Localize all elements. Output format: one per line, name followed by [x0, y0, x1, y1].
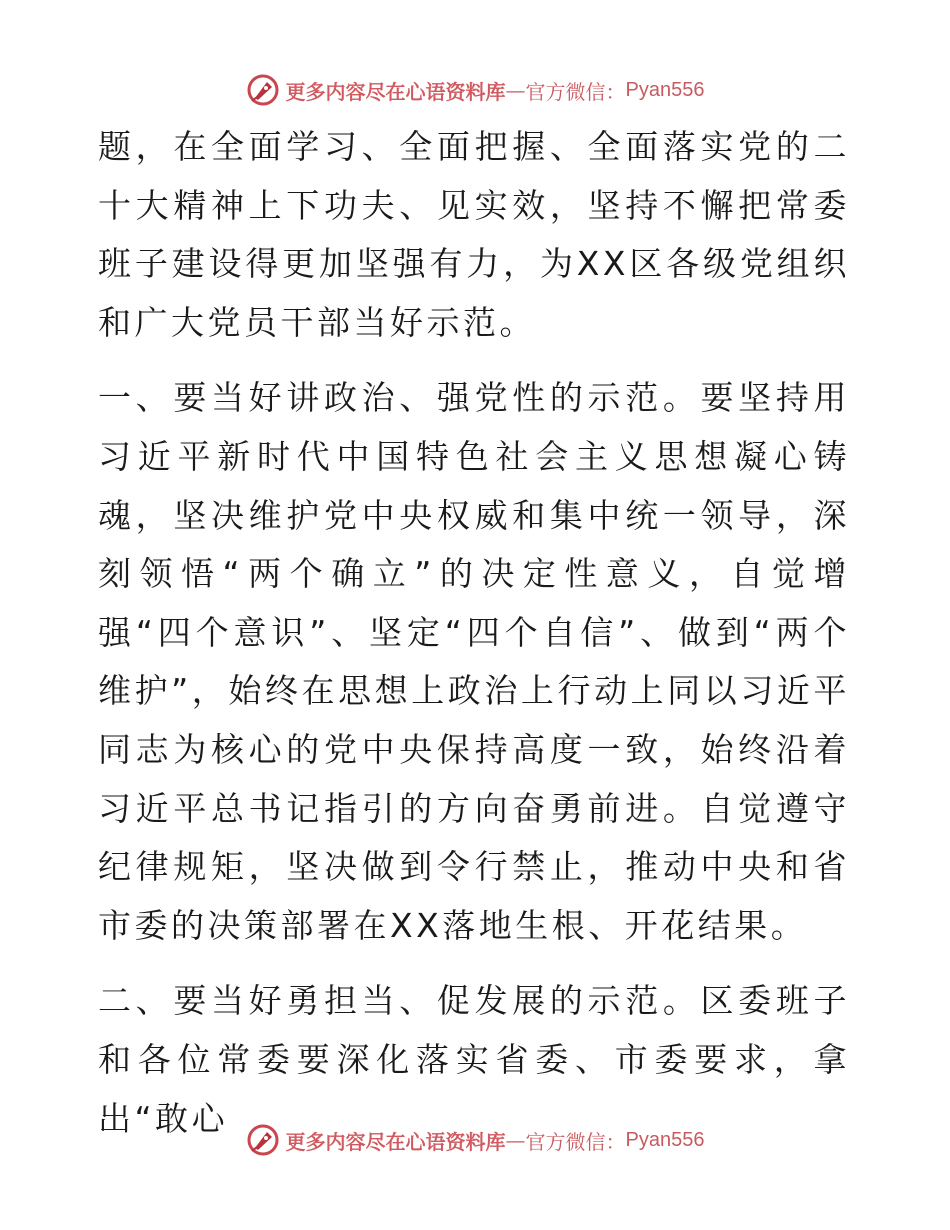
watermark-separator: — [505, 1128, 526, 1152]
watermark-title: 更多内容尽在心语资料库 [285, 1129, 506, 1154]
header-watermark [0, 70, 950, 110]
watermark-wechat-id: Pyan556 [625, 78, 705, 101]
pen-nib-logo-icon [246, 73, 280, 107]
footer-watermark [0, 1120, 950, 1160]
pen-nib-logo-icon [246, 1123, 280, 1157]
paragraph-3: 二、要当好勇担当、促发展的示范。区委班子和各位常委要深化落实省委、市委要求，拿出“敢心 [98, 981, 850, 1138]
paragraph-2: 一、要当好讲政治、强党性的示范。要坚持用习近平新时代中国特色社会主义思想凝心铸魂，坚决维护党中央权威和集中统一领导，深刻领悟“两个确立”的决定性意义，自觉增强“四个意识”、坚定“四个自信”、做到“两个维护”，始终在思想上政治上行动上同以习近平同志为核心的党中央保持高度一致，始终沿着习近平总书记指引的方向奋勇前进。自觉遵守纪律规矩，坚决做到令行禁止，推动中央和省市委的决策部署在XX落地生根、开花结果。 [98, 378, 850, 945]
watermark-separator: — [505, 78, 526, 102]
watermark-subtitle: 官方微信： [525, 79, 626, 104]
watermark-subtitle: 官方微信： [525, 1129, 626, 1154]
paragraph-1: 题，在全面学习、全面把握、全面落实党的二十大精神上下功夫、见实效，坚持不懈把常委班子建设得更加坚强有力，为XX区各级党组织和广大党员干部当好示范。 [98, 127, 850, 342]
document-body [98, 118, 850, 1148]
watermark-title: 更多内容尽在心语资料库 [285, 79, 506, 104]
watermark-wechat-id: Pyan556 [625, 1128, 705, 1151]
